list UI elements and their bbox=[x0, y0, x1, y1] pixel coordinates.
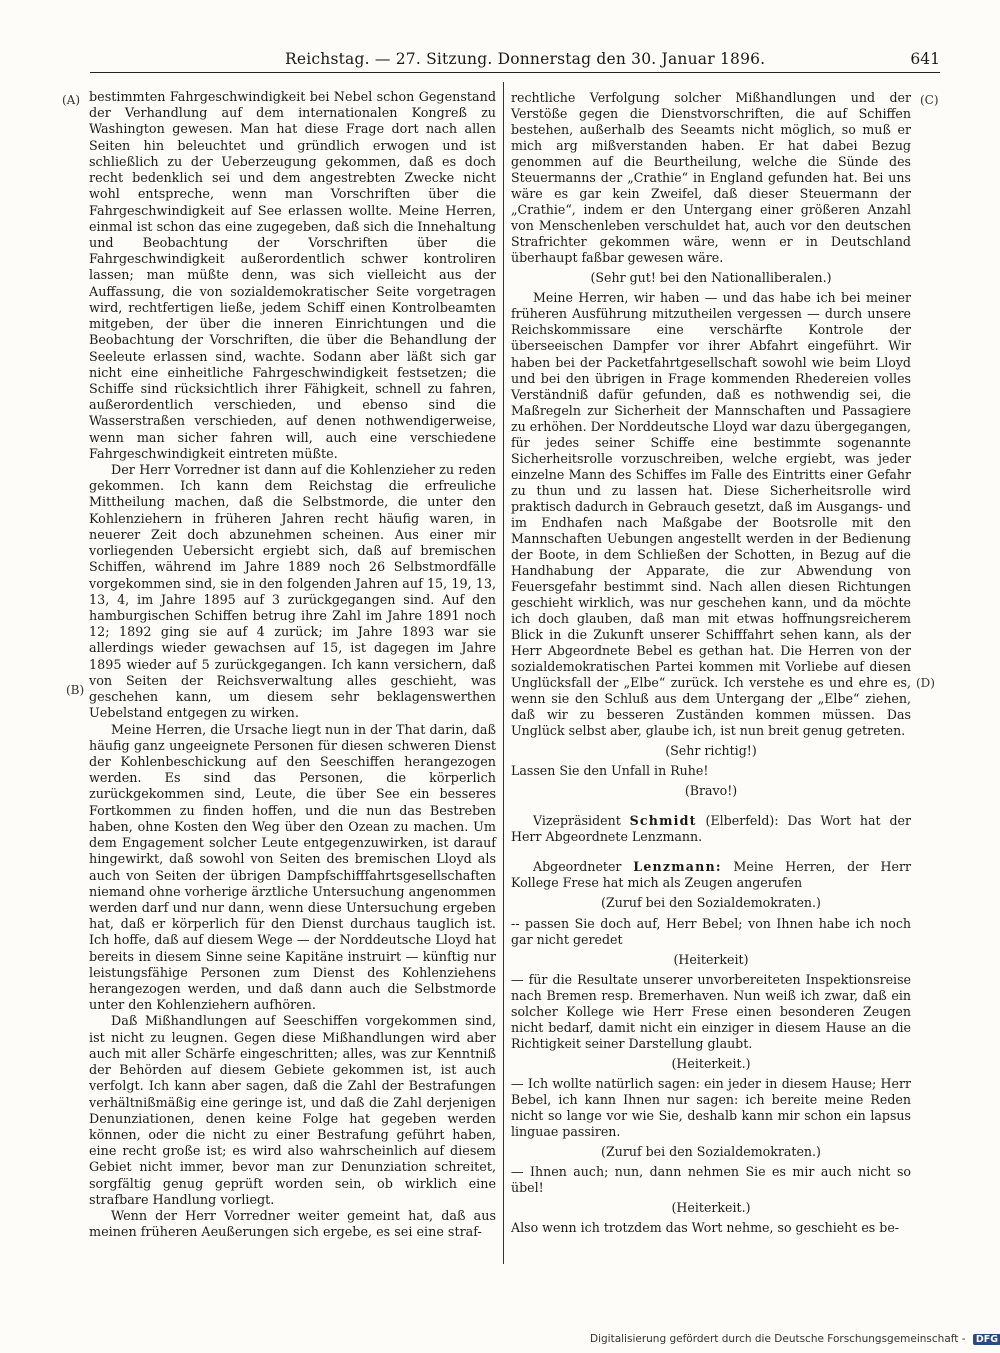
digitization-footer bbox=[590, 1333, 1000, 1345]
paragraph: rechtliche Verfolgung solcher Mißhandlungen und der Verstöße gegen die Dienstvorschriften, die auf Schiffen bestehen, außerhalb des Seeamts nicht möglich, so muß er mich arg mißverstanden haben. Er hat dabei Bezug genommen auf die Beurtheilung, welche die Sünde des Steuermanns der „Crathie“ in England gefunden hat. Bei uns wäre es gar kein Zweifel, daß dieser Steuermann der „Crathie“, indem er den Untergang einer größeren Anzahl von Menschenleben verschuldet hat, auch vor den deutschen Strafrichter gekommen wäre, wenn er in Deutschland überhaupt faßbar gewesen wäre. bbox=[511, 90, 911, 266]
paragraph: Der Herr Vorredner ist dann auf die Kohlenzieher zu reden gekommen. Ich kann dem Reichstag die erfreuliche Mittheilung machen, daß die Selbstmorde, die unter den Kohlenziehern in früheren Jahren recht häufig waren, in neuerer Zeit doch abzunehmen scheinen. Aus einer mir vorliegenden Uebersicht ergiebt sich, daß auf bremischen Schiffen, während im Jahre 1889 noch 26 Selbstmordfälle vorgekommen sind, sie in den folgenden Jahren auf 15, 19, 13, 13, 4, im Jahre 1895 auf 3 zurückgegangen sind. Auf den hamburgischen Schiffen betrug ihre Zahl im Jahre 1891 noch 12; 1892 ging sie auf 4 zurück; im Jahre 1893 war sie allerdings wieder gewachsen auf 15, ist dagegen im Jahre 1895 wieder auf 5 zurückgegangen. Ich kann versichern, daß von Seiten der Reichsverwaltung alles geschieht, was geschehen kann, um diesem sehr beklagenswerthen Uebelstand entgegen zu wirken. bbox=[89, 463, 496, 722]
interjection: (Heiterkeit.) bbox=[671, 1055, 751, 1071]
paragraph: Meine Herren, die Ursache liegt nun in der That darin, daß häufig ganz ungeeignete Personen für diesen schweren Dienst der Kohlenbeschickung auf den Seeschiffen herangezogen werden. Es sind das Personen, die körperlich zurückgekommen sind, Leute, die über See ein besseres Fortkommen zu finden hoffen, und die nun das Bestreben haben, ohne Kosten den Weg über den Ozean zu machen. Um dem Engagement solcher Leute entgegenzuwirken, ist darauf hingewirkt, daß sowohl von Seiten des bremischen Lloyd als auch von Seiten der übrigen Dampfschifffahrtsgesellschaften niemand ohne vorherige ärztliche Untersuchung angenommen werden darf und nur dann, wenn diese Untersuchung ergeben hat, daß er körperlich für den Dienst durchaus tauglich ist. Ich hoffe, daß auf diesem Wege — der Norddeutsche Lloyd hat bereits in diesem Sinne seine Kapitäne instruirt — künftig nur leistungsfähige Personen zum Dienst des Kohlenziehens herangezogen werden, und daß dann auch die Selbstmorde unter den Kohlenziehern aufhören. bbox=[89, 722, 496, 1014]
interjection: (Heiterkeit) bbox=[673, 951, 749, 967]
page-number: 641 bbox=[910, 50, 940, 68]
paragraph: -- passen Sie doch auf, Herr Bebel; von Ihnen habe ich noch gar nicht geredet bbox=[511, 915, 911, 947]
interjection: (Heiterkeit.) bbox=[671, 1200, 751, 1215]
speaker-role: Abgeordneter bbox=[533, 859, 622, 875]
speaker-paragraph bbox=[511, 813, 911, 845]
paragraph: Lassen Sie den Unfall in Ruhe! bbox=[511, 763, 709, 779]
paragraph: — für die Resultate unserer unvorbereiteten Inspektionsreise nach Bremen resp. Bremerhaven. Nun weiß ich zwar, daß ein solcher Kollege wie Herr Frese einen besonderen Zeugen nicht bedarf, damit nicht ein einziger in diesem Hause an die Richtigkeit seiner Darstellung glaubt. bbox=[511, 971, 911, 1051]
right-column bbox=[511, 90, 911, 1236]
interjection: (Zuruf bei den Sozialdemokraten.) bbox=[601, 1143, 821, 1159]
interjection: (Sehr richtig!) bbox=[665, 743, 757, 759]
margin-mark-c: (C) bbox=[920, 93, 939, 107]
speaker-text: Meine Herren, der Herr Kollege Frese hat mich als Zeugen angerufen bbox=[511, 859, 911, 891]
margin-mark-a: (A) bbox=[62, 93, 81, 107]
running-header bbox=[90, 48, 940, 73]
speaker-name: Lenzmann: bbox=[633, 859, 722, 875]
footer-text: Digitalisierung gefördert durch die Deutsche Forschungsgemeinschaft - bbox=[590, 1333, 966, 1345]
interjection: (Zuruf bei den Sozialdemokraten.) bbox=[601, 895, 821, 911]
column-divider bbox=[503, 82, 504, 1264]
left-column bbox=[89, 90, 496, 1242]
speaker-name: Schmidt bbox=[629, 813, 697, 829]
margin-mark-d: (D) bbox=[916, 676, 935, 690]
paragraph: Also wenn ich trotzdem das Wort nehme, so geschieht es be- bbox=[511, 1220, 900, 1236]
paragraph: bestimmten Fahrgeschwindigkeit bei Nebel schon Gegenstand der Verhandlung auf dem internationalen Kongreß zu Washington gewesen. Man hat diese Frage dort nach allen Seiten hin beleuchtet und gründlich erwogen und ist schließlich zu der Ueberzeugung gekommen, daß es doch recht bedenklich sei und dem angestrebten Zwecke nicht wohl entspreche, wenn man Vorschriften über die Fahrgeschwindigkeit auf See erlassen wollte. Meine Herren, einmal ist schon das eine zugegeben, daß sich die Innehaltung und Beobachtung der Vorschriften über die Fahrgeschwindigkeit außerordentlich schwer kontroliren lassen; man müßte denn, was sich vielleicht aus der Auffassung, die von sozialdemokratischer Seite vorgetragen wird, rechtfertigen ließe, jedem Schiff einen Kontrolbeamten mitgeben, der über die inneren Einrichtungen und die Beobachtung der Vorschriften, die über die Behandlung der Seeleute erlassen sind, wachte. Sodann aber läßt sich gar nicht eine einheitliche Fahrgeschwindigkeit festsetzen; die Schiffe sind rücksichtlich ihrer Fähigkeit, schnell zu fahren, außerordentlich verschieden, und ebenso sind die Wasserstraßen verschieden, auf denen nothwendigerweise, wenn man sicher fahren will, auch eine verschiedene Fahrgeschwindigkeit eintreten müßte. bbox=[89, 90, 496, 462]
interjection: (Sehr gut! bei den Nationalliberalen.) bbox=[590, 270, 832, 286]
dfg-logo: DFG bbox=[973, 1334, 1000, 1345]
paragraph: — Ihnen auch; nun, dann nehmen Sie es mir auch nicht so übel! bbox=[511, 1163, 911, 1195]
header-title: Reichstag. — 27. Sitzung. Donnerstag den 30. Januar 1896. bbox=[285, 50, 766, 68]
speaker-text: (Elberfeld): Das Wort hat der Herr Abgeordnete Lenzmann. bbox=[511, 813, 911, 845]
speaker-paragraph bbox=[511, 859, 911, 891]
speaker-role: Vizepräsident bbox=[533, 813, 621, 829]
paragraph: Meine Herren, wir haben — und das habe ich bei meiner früheren Ausführung mitzutheilen vergessen — durch unsere Reichskommissare eine verschärfte Kontrole der überseeischen Dampfer vor ihrer Abfahrt eingeführt. Wir haben bei der Packetfahrtgesellschaft sowohl wie beim Lloyd und bei den übrigen in Frage kommenden Rhedereien volles Verständniß dafür gefunden, daß es nothwendig sei, die Maßregeln zur Sicherheit der Mannschaften und Passagiere zu erhöhen. Der Norddeutsche Lloyd war dazu übergegangen, für jedes seiner Schiffe eine bestimmte sogenannte Sicherheitsrolle vorzuschreiben, welche ergiebt, was jeder einzelne Mann des Schiffes im Falle des Eintritts einer Gefahr zu thun und zu lassen hat. Diese Sicherheitsrolle wird praktisch dadurch in Gebrauch gesetzt, daß im Ausgangs- und im Endhafen nach Maßgabe der Bootsrolle mit den Mannschaften Uebungen angestellt werden in der Bedienung der Boote, in dem Schließen der Schotten, in Bezug auf die Handhabung der Apparate, die zur Abwendung von Feuersgefahr bestimmt sind. Nach allen diesen Richtungen geschieht wirklich, was nur geschehen kann, und da möchte ich doch glauben, daß man mit etwas hoffnungsreicherem Blick in die Zukunft unserer Schifffahrt sehen kann, als der Herr Abgeordnete Bebel es gethan hat. Die Herren von der sozialdemokratischen Partei kommen mit Vorliebe auf diesen Unglücksfall der „Elbe“ zurück. Ich verstehe es und ehre es, wenn sie den Schluß aus dem Untergang der „Elbe“ ziehen, daß wir zu besseren Zuständen kommen müssen. Das Unglück selbst aber, glaube ich, ist nun breit genug getreten. bbox=[511, 290, 911, 739]
paragraph: Wenn der Herr Vorredner weiter gemeint hat, daß aus meinen früheren Aeußerungen sich ergebe, es sei eine straf- bbox=[89, 1209, 496, 1241]
paragraph: — Ich wollte natürlich sagen: ein jeder in diesem Hause; Herr Bebel, ich kann Ihnen nur sagen: ich bereite meine Reden nicht so lange vor wie Sie, deshalb kann mir schon ein lapsus linguae passiren. bbox=[511, 1075, 911, 1139]
interjection: (Bravo!) bbox=[684, 783, 738, 799]
margin-mark-b: (B) bbox=[66, 683, 85, 697]
paragraph: Daß Mißhandlungen auf Seeschiffen vorgekommen sind, ist nicht zu leugnen. Gegen diese Mißhandlungen wird aber auch mit aller Schärfe eingeschritten; alles, was zur Kenntniß der Behörden auf diesem Gebiete gekommen ist, ist auch verfolgt. Ich kann aber sagen, daß die Zahl der Bestrafungen verhältnißmäßig eine geringe ist, und daß die Zahl derjenigen Denunziationen, denen keine Folge hat gegeben werden können, oder die nicht zu einer Bestrafung geführt haben, eine recht große ist; es wird also wahrscheinlich auf diesem Gebiet nicht immer, bevor man zur Denunziation schreitet, sorgfältig genug geprüft worden sein, ob wirklich eine strafbare Handlung vorliegt. bbox=[89, 1014, 496, 1208]
